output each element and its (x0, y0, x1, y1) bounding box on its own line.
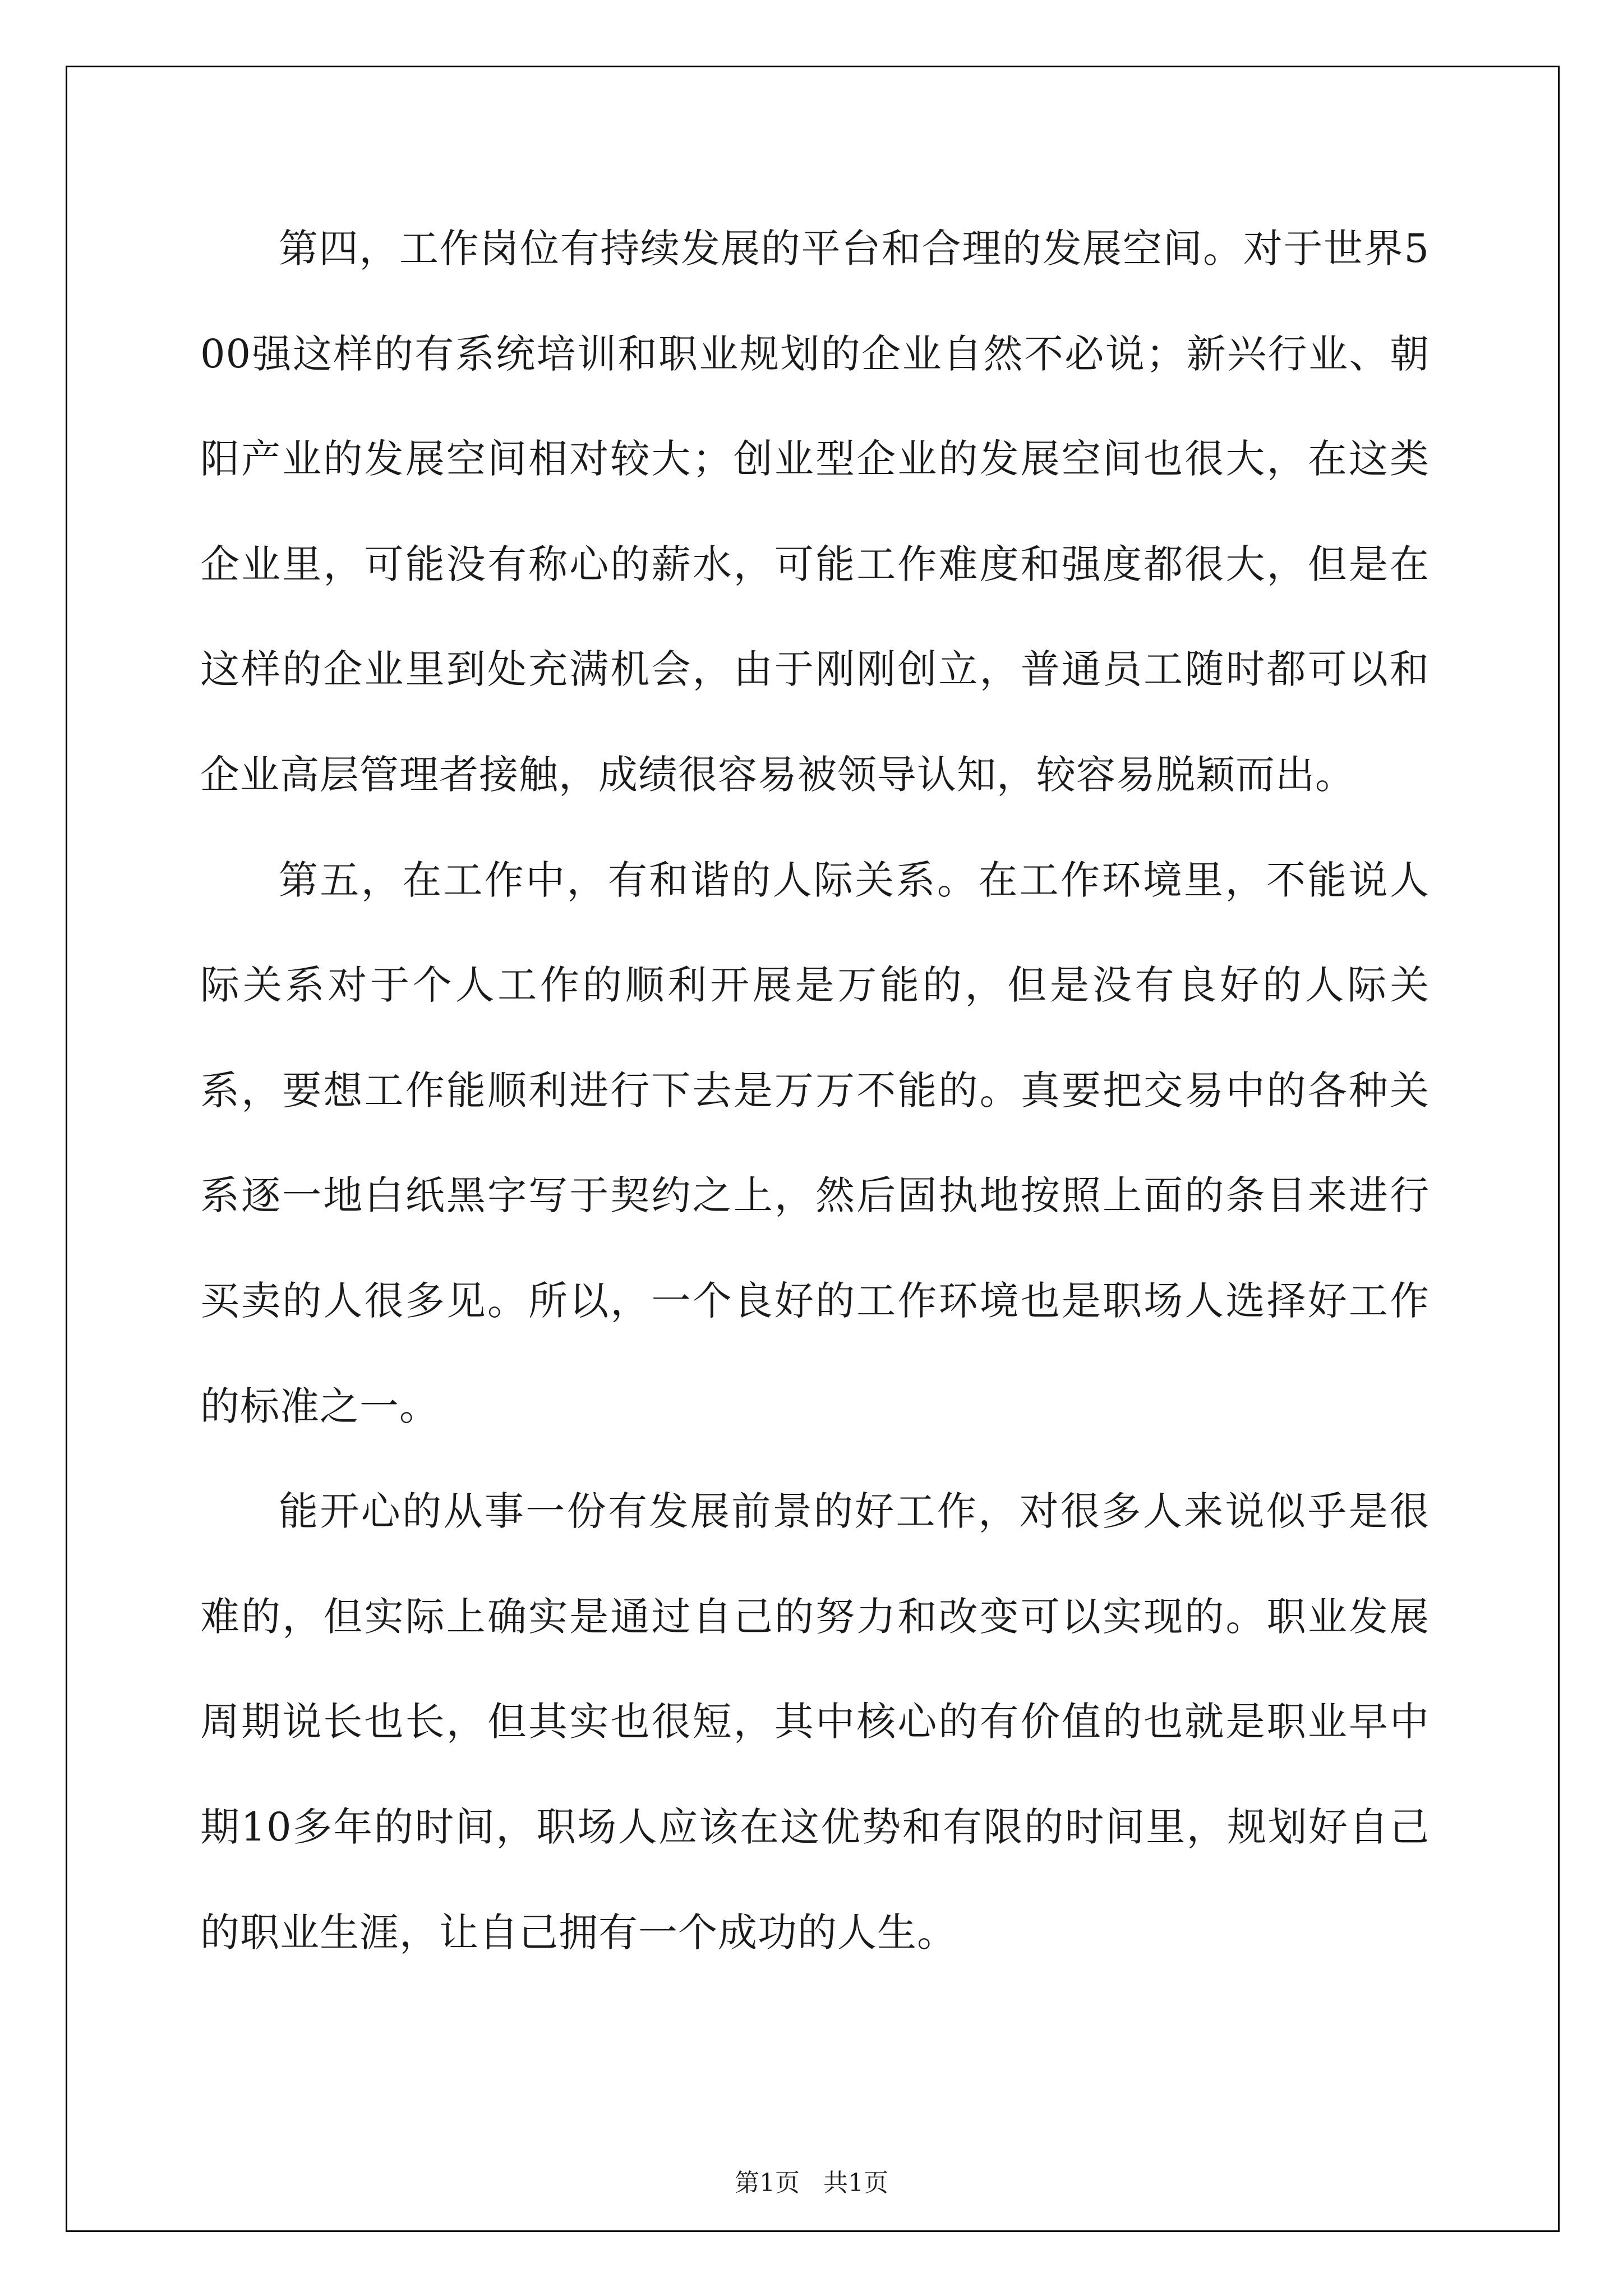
paragraph-3: 能开心的从事一份有发展前景的好工作，对很多人来说似乎是很难的，但实际上确实是通过自己的努力和改变可以实现的。职业发展周期说长也长，但其实也很短，其中核心的有价值的也就是职业早中期10多年的时间，职场人应该在这优势和有限的时间里，规划好自己的职业生涯，让自己拥有一个成功的人生。 (200, 1488, 1430, 1955)
paragraph-1: 第四，工作岗位有持续发展的平台和合理的发展空间。对于世界500强这样的有系统培训和职业规划的企业自然不必说；新兴行业、朝阳产业的发展空间相对较大；创业型企业的发展空间也很大，在这类企业里，可能没有称心的薪水，可能工作难度和强度都很大，但是在这样的企业里到处充满机会，由于刚刚创立，普通员工随时都可以和企业高层管理者接触，成绩很容易被领导认知，较容易脱颖而出。 (200, 226, 1430, 798)
page-total: 共1页 (823, 2169, 888, 2197)
page-number: 第1页 (735, 2169, 800, 2197)
paragraph-2: 第五，在工作中，有和谐的人际关系。在工作环境里，不能说人际关系对于个人工作的顺利开展是万能的，但是没有良好的人际关系，要想工作能顺利进行下去是万万不能的。真要把交易中的各种关系逐一地白纸黑字写于契约之上，然后固执地按照上面的条目来进行买卖的人很多见。所以，一个良好的工作环境也是职场人选择好工作的标准之一。 (200, 857, 1430, 1429)
document-body (200, 196, 1430, 1985)
page-footer (0, 2162, 1623, 2198)
